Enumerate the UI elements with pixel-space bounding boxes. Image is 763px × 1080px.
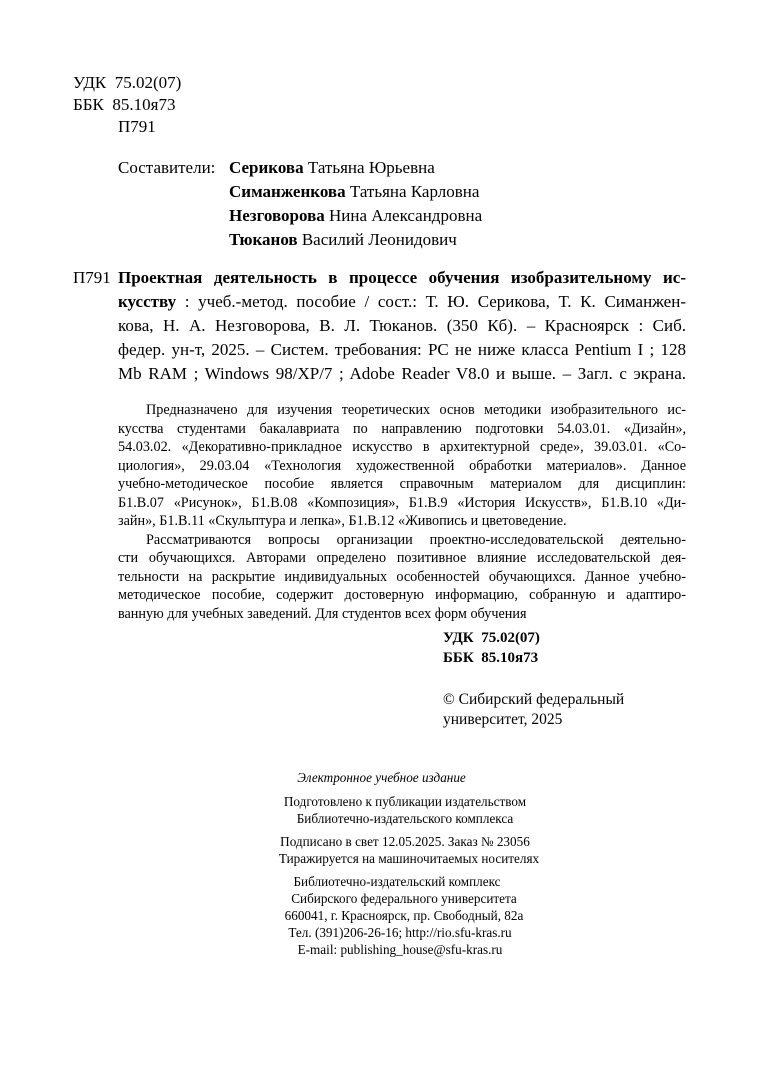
publisher-line-1: Библиотечно-издательский комплекс bbox=[293, 874, 501, 889]
udk-value: 75.02(07) bbox=[114, 73, 182, 92]
bib-sign: П791 bbox=[73, 268, 111, 287]
bib-line-3: кова, Н. А. Незговорова, В. Л. Тюканов. (350 Кб). – Красноярск : Сиб. bbox=[118, 316, 686, 335]
compilers-list bbox=[229, 156, 482, 252]
signed-line-1: Подписано в свет 12.05.2025. Заказ № 23056 bbox=[280, 834, 530, 849]
abstract-p1-l3: 54.03.02. «Декоративно-прикладное искусство в архитектурной среде», 39.03.01. «Со- bbox=[118, 439, 686, 455]
udk-label: УДК bbox=[73, 73, 107, 92]
compiler-3: Незговорова Нина Александровна bbox=[229, 206, 483, 225]
compilers-label: Составители: bbox=[118, 158, 216, 177]
copyright-line-2: университет, 2025 bbox=[443, 711, 563, 728]
abstract-p1-l7: зайн», Б1.В.11 «Скульптура и лепка», Б1.В.12 «Живопись и цветоведение. bbox=[118, 513, 567, 529]
bbk-bold: ББК 85.10я73 bbox=[443, 650, 539, 666]
bib-line-2: кусству : учеб.-метод. пособие / сост.: Т. Ю. Серикова, Т. К. Симанжен- bbox=[118, 292, 686, 311]
abstract-p2-l5: ванную для учебных заведений. Для студентов всех форм обучения bbox=[118, 605, 527, 622]
email-line: E-mail: publishing_house@sfu-kras.ru bbox=[297, 942, 503, 957]
copyright-line-1: © Сибирский федеральный bbox=[443, 691, 625, 708]
prepared-line-2: Библиотечно-издательского комплекса bbox=[296, 811, 514, 826]
signed-line-2: Тиражируется на машиночитаемых носителях bbox=[278, 851, 540, 866]
edition-type: Электронное учебное издание bbox=[297, 770, 466, 785]
abstract-p1-l2: кусства студентами бакалавриата по направлению подготовки 54.03.01. «Дизайн», bbox=[118, 420, 686, 437]
publisher-line-2: Сибирского федерального университета bbox=[291, 891, 517, 906]
address-line: 660041, г. Красноярск, пр. Свободный, 82а bbox=[284, 908, 524, 923]
author-sign: П791 bbox=[118, 117, 156, 136]
abstract-p2-l3: тельности на раскрытие индивидуальных особенностей обучающихся. Данное учебно- bbox=[118, 568, 686, 585]
compiler-2: Симанженкова Татьяна Карловна bbox=[229, 182, 480, 201]
udk-line bbox=[73, 72, 181, 94]
abstract-p2-l4: методическое пособие, содержит достоверную информацию, собранную и адаптиро- bbox=[118, 587, 686, 603]
abstract-p2-l2: сти обучающихся. Авторами определено позитивное влияние исследовательской дея- bbox=[118, 550, 686, 566]
compiler-4: Тюканов Василий Леонидович bbox=[229, 230, 457, 249]
abstract-p1-l1: Предназначено для изучения теоретических основ методики изобразительного ис- bbox=[146, 402, 686, 418]
udk-bold: УДК 75.02(07) bbox=[443, 630, 540, 646]
abstract-p1-l6: Б1.В.07 «Рисунок», Б1.В.08 «Композиция», Б1.В.9 «История Искусств», Б1.В.10 «Ди- bbox=[118, 494, 686, 511]
phone-line: Тел. (391)206-26-16; http://rio.sfu-kras.ru bbox=[288, 925, 512, 940]
bib-line-5: Mb RAM ; Windows 98/XP/7 ; Adobe Reader V8.0 и выше. – Загл. с экрана. bbox=[118, 364, 686, 383]
bibliographic-description bbox=[118, 266, 686, 386]
bib-line-4: федер. ун-т, 2025. – Систем. требования: PC не ниже класса Pentium I ; 128 bbox=[118, 340, 686, 359]
prepared-line-1: Подготовлено к публикации издательством bbox=[283, 794, 527, 809]
abstract-p2-l1: Рассматриваются вопросы организации проектно-исследовательской деятельно- bbox=[146, 531, 686, 548]
bbk-line bbox=[73, 94, 175, 116]
bib-line-1: Проектная деятельность в процессе обучения изобразительному ис- bbox=[118, 268, 686, 287]
abstract-p1-l4: циология», 29.03.04 «Технология художественной обработки материалов». Данное bbox=[118, 457, 686, 474]
compiler-1: Серикова Татьяна Юрьевна bbox=[229, 158, 435, 177]
abstract-p1-l5: учебно-методическое пособие является справочным материалом для дисциплин: bbox=[118, 476, 686, 492]
abstract bbox=[118, 401, 686, 623]
bbk-value: 85.10я73 bbox=[112, 95, 176, 114]
bbk-label: ББК bbox=[73, 95, 104, 114]
